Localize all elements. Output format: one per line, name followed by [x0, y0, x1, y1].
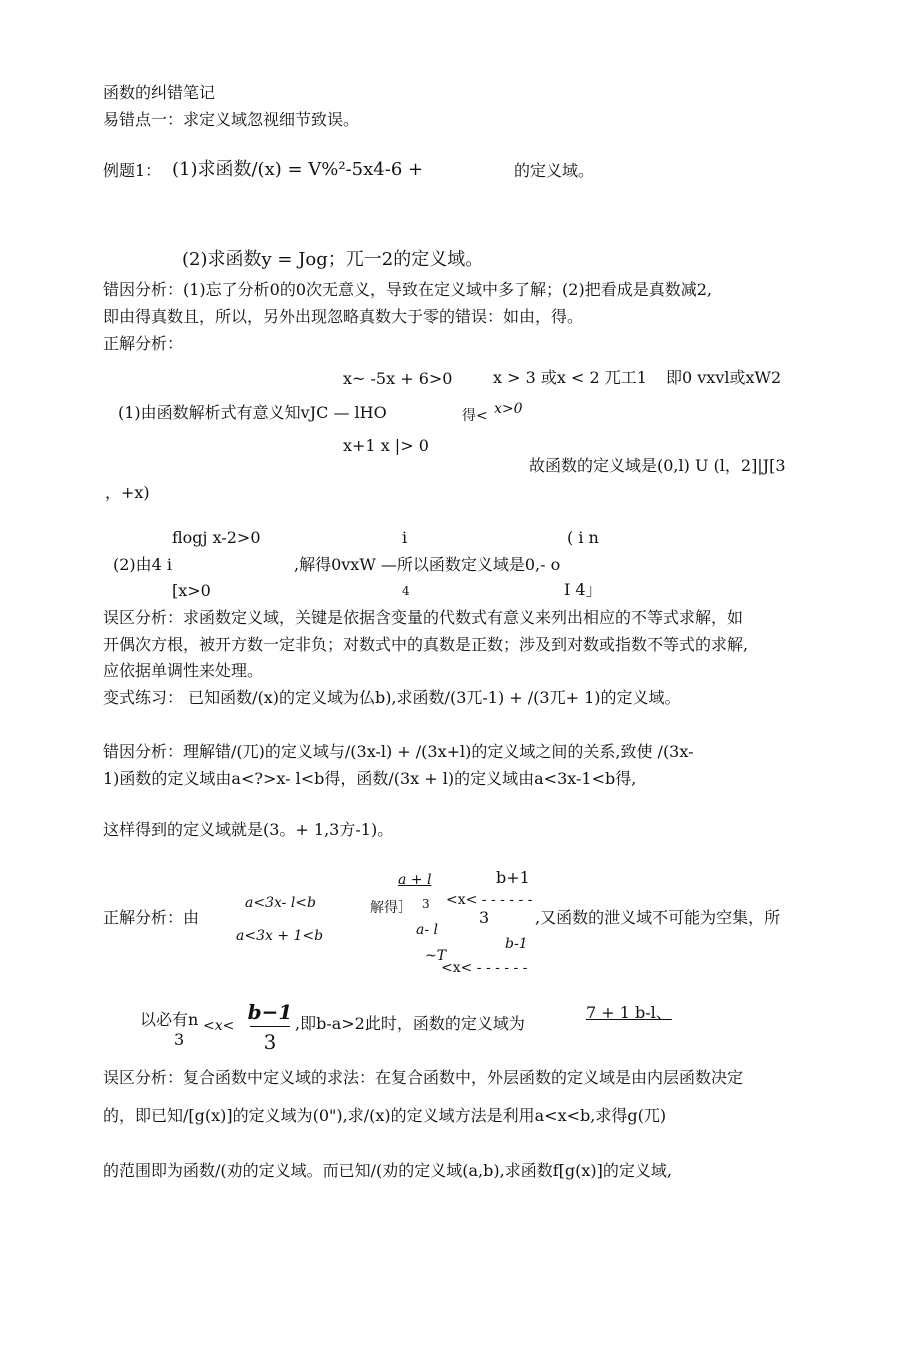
fraction-numerator-i: i: [402, 528, 408, 547]
x-positive-condition: [x>0: [172, 581, 211, 600]
domain-result1-tail: ，+x): [105, 483, 150, 502]
three-small: 3: [422, 897, 430, 911]
document-title: 函数的纠错笔记: [103, 83, 216, 102]
interval-top: ( i n: [567, 528, 599, 547]
interval-bottom: I 4」: [564, 580, 602, 599]
error2-line3: 这样得到的定义域就是(3。+ 1,3方-1)。: [103, 820, 394, 839]
misconception2-line2: 的，即已知/[g(x)]的定义域为(0"),求/(x)的定义域方法是利用a<x<b,求得g(兀): [103, 1106, 667, 1125]
lower-inequality: <x< - - - - - -: [446, 892, 533, 908]
error2-line1: 错因分析：理解错/(兀)的定义域与/(3x-l) + /(3x+l)的定义域之间的关系,致使 /(3x-: [103, 742, 694, 761]
fraction-denominator: 3: [263, 1030, 277, 1054]
b-minus-1-over-3: [246, 1000, 294, 1054]
t-symbol: ~T: [425, 948, 447, 964]
error-point-heading: 易错点一：求定义域忽视细节致误。: [103, 110, 360, 129]
ineq-minus: a<3x- l<b: [245, 895, 316, 911]
get-symbol: 得<: [462, 408, 488, 424]
get-condition: x>0: [494, 401, 523, 417]
solution-part2-result: ,解得0vxW —所以函数定义域是0,- o: [294, 555, 561, 574]
must-have-mid: ,即b-a>2此时，函数的定义域为: [295, 1014, 525, 1033]
example-label: 例题1：: [103, 161, 162, 180]
error-analysis-line1: 错因分析：(1)忘了分析0的0次无意义，导致在定义域中多了解；(2)把看成是真数减2,: [103, 280, 712, 299]
log-condition: flogj x-2>0: [172, 528, 261, 547]
a-minus-1: a- l: [416, 922, 439, 938]
frac-a-plus-1: a + l: [398, 872, 432, 888]
fraction-denominator-4: 4: [402, 584, 410, 598]
must-have-prefix: 以必有n: [140, 1010, 199, 1029]
misconception-line2: 开偶次方根，被开方数一定非负；对数式中的真数是正数；涉及到对数或指数不等式的求解,: [103, 635, 749, 654]
solution2-tail: ,又函数的泄义域不可能为空集，所: [535, 908, 781, 927]
must-have-inequality: <x<: [203, 1018, 235, 1034]
solution-label: 正解分析：: [103, 334, 184, 353]
misconception2-line1: 误区分析：复合函数中定义域的求法：在复合函数中，外层函数的定义域是由内层函数决定: [103, 1068, 744, 1087]
fraction-numerator: b−1: [247, 1000, 293, 1024]
domain-result1: 故函数的定义域是(0,l) U (l，2]|J[3: [529, 456, 786, 475]
fraction-bar: [250, 1026, 290, 1027]
misconception-line3: 应依据单调性来处理。: [103, 661, 264, 680]
variant-exercise: 变式练习： 已知函数/(x)的定义域为仏b),求函数/(3兀-1) + /(3兀+ 1)的定义域。: [103, 688, 681, 707]
system-ineq1: x~ -5x + 6>0: [343, 369, 453, 388]
system-result: x > 3 或x < 2 兀工1: [493, 368, 647, 387]
solution-part2: (2)由4 i: [113, 555, 173, 574]
solve-word: 解得］: [370, 900, 412, 916]
b-minus-1: b-1: [505, 936, 528, 952]
misconception-line1: 误区分析：求函数定义域，关键是依据含变量的代数式有意义来列出相应的不等式求解，如: [103, 608, 744, 627]
denominator-3: 3: [479, 908, 490, 927]
error-analysis-line2: 即由得真数且，所以，另外出现忽略真数大于零的错误：如由，得。: [103, 307, 584, 326]
example-part1: (1)求函数/(x) = V%²-5x4-6 +: [172, 159, 424, 180]
three-left: 3: [174, 1030, 185, 1049]
solution-part1: (1)由函数解析式有意义知vJC — lHO: [118, 403, 387, 422]
upper-inequality: <x< - - - - - -: [441, 960, 528, 976]
solution2-label: 正解分析：由: [103, 908, 200, 927]
ineq-plus: a<3x + 1<b: [236, 928, 324, 944]
example-part2: (2)求函数y = Jog；兀一2的定义域。: [182, 249, 484, 270]
final-domain-fraction: 7 + 1 b-l、: [586, 1003, 672, 1022]
error2-line2: 1)函数的定义域由a<?>x- l<b得，函数/(3x + l)的定义域由a<3x-1<b得,: [103, 769, 637, 788]
b-plus-1: b+1: [496, 868, 530, 887]
system-ineq3: x+1 x |> 0: [343, 436, 429, 455]
system-result2: 即0 vxvl或xW2: [666, 368, 782, 387]
misconception2-line3: 的范围即为函数/(劝的定义域。而已知/(劝的定义域(a,b),求函数f[g(x)]的定义域,: [103, 1161, 672, 1180]
example-part1-tail: 的定义域。: [514, 161, 595, 180]
